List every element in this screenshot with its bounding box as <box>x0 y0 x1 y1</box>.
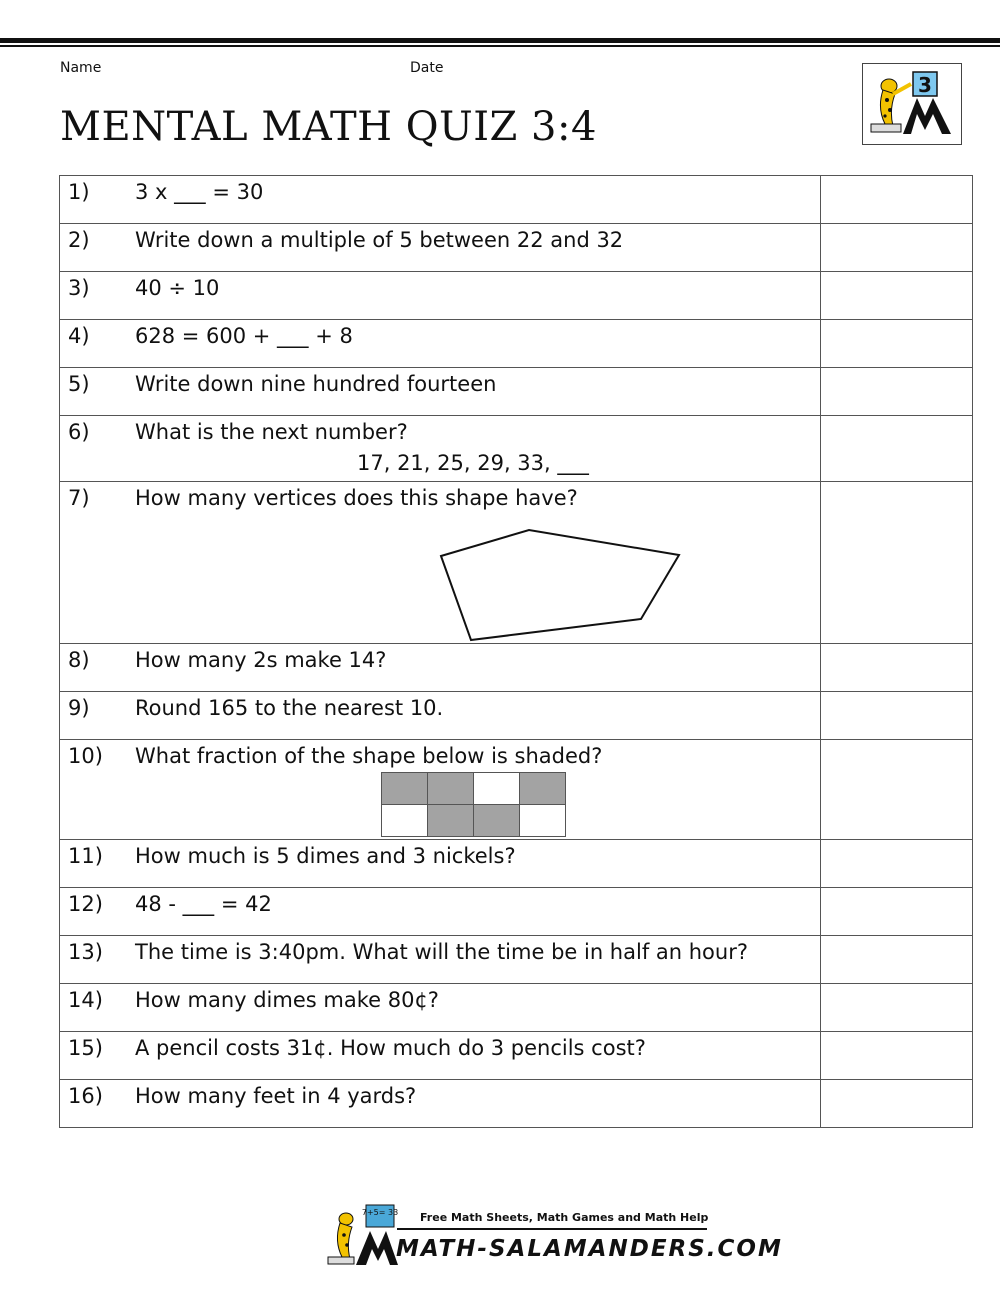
question-cell <box>60 740 821 840</box>
question-text: Round 165 to the nearest 10. <box>135 696 444 720</box>
quiz-row <box>60 272 973 320</box>
top-rule-thin <box>0 45 1000 47</box>
date-label: Date <box>410 60 444 76</box>
quiz-row <box>60 840 973 888</box>
quiz-row <box>60 984 973 1032</box>
answer-cell[interactable] <box>821 482 973 644</box>
question-number: 7) <box>68 486 90 510</box>
quiz-row <box>60 320 973 368</box>
footer-tagline: Free Math Sheets, Math Games and Math Help <box>420 1211 709 1224</box>
question-cell <box>60 1080 821 1128</box>
question-cell <box>60 368 821 416</box>
answer-cell[interactable] <box>821 888 973 936</box>
answer-cell[interactable] <box>821 272 973 320</box>
answer-cell[interactable] <box>821 644 973 692</box>
answer-cell[interactable] <box>821 740 973 840</box>
question-text: Write down a multiple of 5 between 22 and 32 <box>135 228 624 252</box>
answer-cell[interactable] <box>821 368 973 416</box>
top-rule-thick <box>0 38 1000 43</box>
question-number: 2) <box>68 228 90 252</box>
question-cell <box>60 984 821 1032</box>
footer-site-name: MATH-SALAMANDERS.COM <box>396 1236 783 1262</box>
question-cell <box>60 320 821 368</box>
quiz-row <box>60 644 973 692</box>
pentagon-shape <box>438 526 698 646</box>
grade-badge: 3 <box>918 73 932 97</box>
question-text: 40 ÷ 10 <box>135 276 220 300</box>
quiz-row <box>60 224 973 272</box>
quiz-row <box>60 482 973 644</box>
answer-cell[interactable] <box>821 224 973 272</box>
question-number: 3) <box>68 276 90 300</box>
grid-cell-shaded <box>520 773 566 805</box>
grid-cell-empty <box>520 805 566 837</box>
question-text: How many 2s make 14? <box>135 648 387 672</box>
question-text: 628 = 600 + ___ + 8 <box>135 324 353 348</box>
footer-rule <box>397 1228 707 1230</box>
grid-cell-shaded <box>474 805 520 837</box>
question-text: 48 - ___ = 42 <box>135 892 272 916</box>
question-number: 8) <box>68 648 90 672</box>
question-text: What fraction of the shape below is shaded? <box>135 744 603 768</box>
quiz-row <box>60 740 973 840</box>
question-number: 9) <box>68 696 90 720</box>
question-number: 6) <box>68 420 90 444</box>
quiz-row <box>60 936 973 984</box>
answer-cell[interactable] <box>821 840 973 888</box>
shaded-grid <box>381 772 566 837</box>
question-text: A pencil costs 31¢. How much do 3 pencils cost? <box>135 1036 646 1060</box>
quiz-row <box>60 176 973 224</box>
quiz-row <box>60 416 973 482</box>
question-text: Write down nine hundred fourteen <box>135 372 497 396</box>
question-number: 13) <box>68 940 103 964</box>
footer-logo-badge: 7+5= 33 <box>361 1208 398 1217</box>
grid-cell-shaded <box>428 805 474 837</box>
name-label: Name <box>60 60 102 76</box>
answer-cell[interactable] <box>821 1032 973 1080</box>
question-text: How many vertices does this shape have? <box>135 486 578 510</box>
footer-salamander-icon <box>326 1203 398 1267</box>
quiz-row <box>60 692 973 740</box>
grid-cell-empty <box>474 773 520 805</box>
grid-cell-shaded <box>382 773 428 805</box>
quiz-table <box>59 175 973 1128</box>
question-cell <box>60 936 821 984</box>
question-cell <box>60 1032 821 1080</box>
answer-cell[interactable] <box>821 176 973 224</box>
salamander-logo-icon <box>863 64 960 143</box>
question-text: What is the next number? <box>135 420 408 444</box>
question-cell <box>60 416 821 482</box>
question-number: 1) <box>68 180 90 204</box>
answer-cell[interactable] <box>821 692 973 740</box>
question-number: 15) <box>68 1036 103 1060</box>
question-cell <box>60 840 821 888</box>
question-text: How many feet in 4 yards? <box>135 1084 417 1108</box>
question-cell <box>60 644 821 692</box>
question-number: 12) <box>68 892 103 916</box>
quiz-row <box>60 1080 973 1128</box>
question-text: The time is 3:40pm. What will the time be in half an hour? <box>135 940 748 964</box>
question-number: 11) <box>68 844 103 868</box>
quiz-row <box>60 1032 973 1080</box>
question-cell <box>60 272 821 320</box>
question-cell <box>60 224 821 272</box>
question-cell <box>60 482 821 644</box>
question-text: How many dimes make 80¢? <box>135 988 439 1012</box>
answer-cell[interactable] <box>821 984 973 1032</box>
question-text: 3 x ___ = 30 <box>135 180 264 204</box>
question-number: 10) <box>68 744 103 768</box>
answer-cell[interactable] <box>821 1080 973 1128</box>
question-number: 16) <box>68 1084 103 1108</box>
answer-cell[interactable] <box>821 936 973 984</box>
question-cell <box>60 888 821 936</box>
question-number: 5) <box>68 372 90 396</box>
question-cell <box>60 176 821 224</box>
quiz-row <box>60 888 973 936</box>
grade-logo <box>862 63 962 145</box>
question-number: 14) <box>68 988 103 1012</box>
page-title: MENTAL MATH QUIZ 3:4 <box>60 104 597 150</box>
question-cell <box>60 692 821 740</box>
answer-cell[interactable] <box>821 416 973 482</box>
number-sequence: 17, 21, 25, 29, 33, ___ <box>357 451 589 475</box>
grid-cell-empty <box>382 805 428 837</box>
question-text: How much is 5 dimes and 3 nickels? <box>135 844 516 868</box>
answer-cell[interactable] <box>821 320 973 368</box>
question-number: 4) <box>68 324 90 348</box>
quiz-row <box>60 368 973 416</box>
grid-cell-shaded <box>428 773 474 805</box>
